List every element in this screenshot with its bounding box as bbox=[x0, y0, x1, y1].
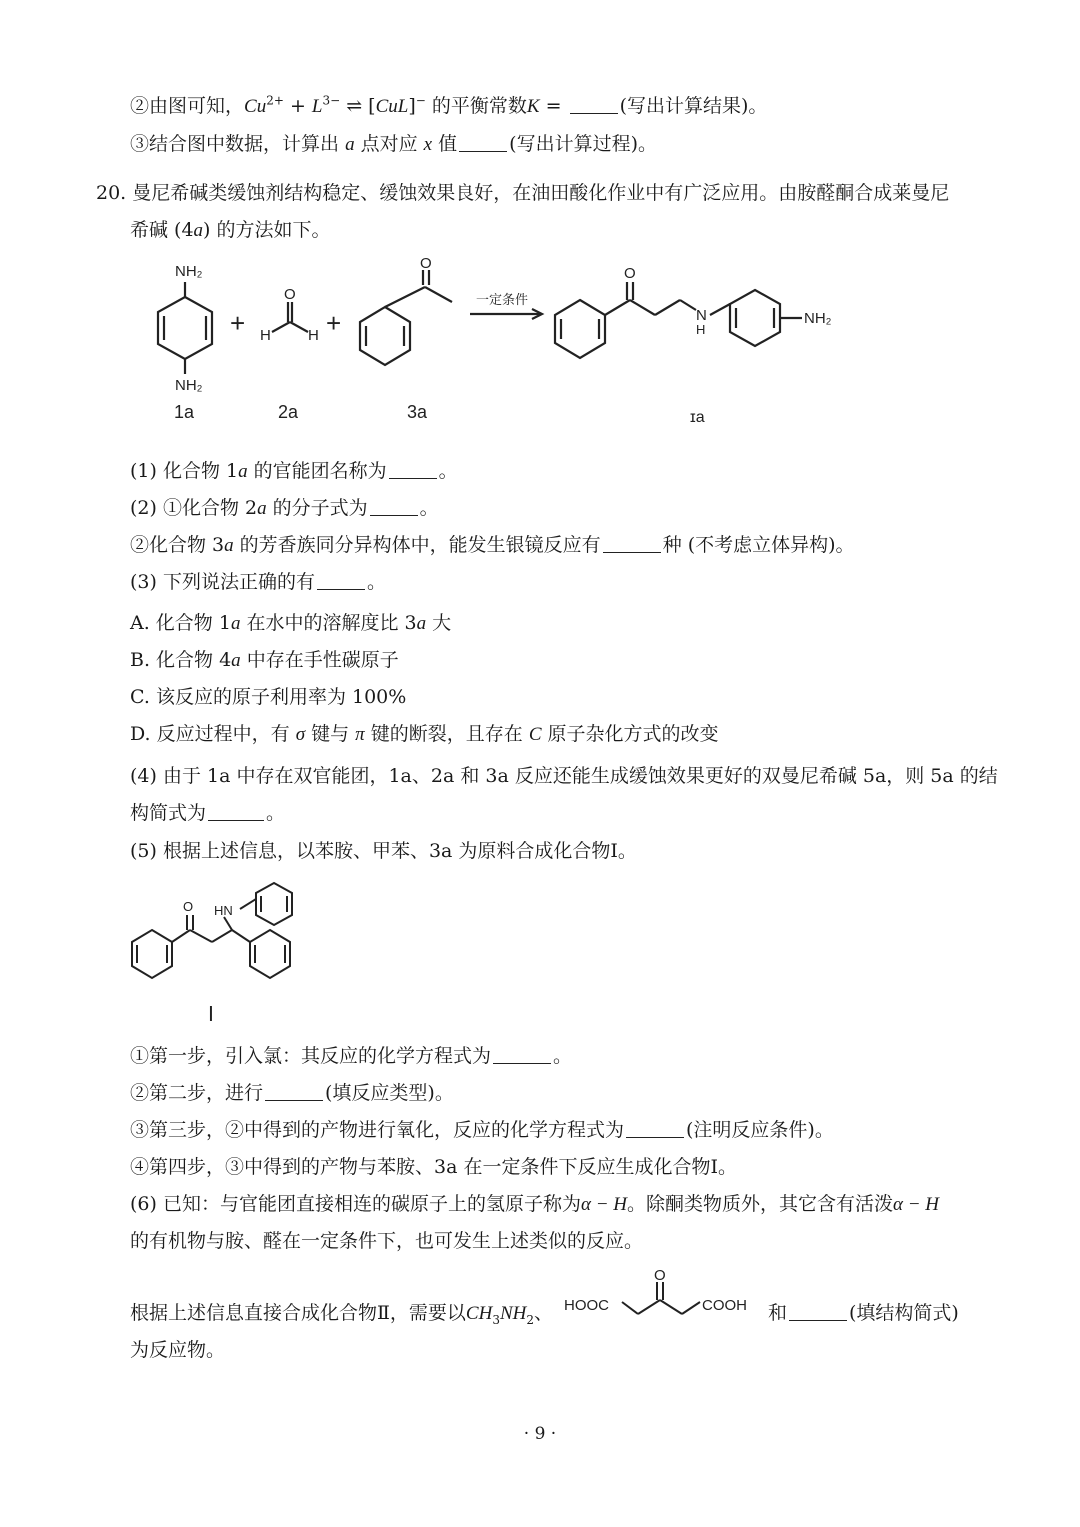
answer-blank bbox=[603, 534, 661, 553]
benzene-ring-1a bbox=[158, 297, 212, 359]
label-2a: 2a bbox=[278, 402, 299, 422]
svg-text:+: + bbox=[326, 308, 342, 338]
step4: ④第四步，③中得到的产物与苯胺、3a 在一定条件下反应生成化合物Ⅰ。 bbox=[130, 1156, 737, 1178]
q19-part2: ②由图可知，$Cu^{2+} + L^{3-}$ ⇌ [CuL]− 的平衡常数K = (写出计算结果)。 bbox=[130, 93, 768, 117]
page-number: · 9 · bbox=[523, 1424, 557, 1444]
part4-line1: (4) 由于 1a 中存在双官能团，1a、2a 和 3a 反应还能生成缓蚀效果更好的双曼尼希碱 5a，则 5a 的结 bbox=[130, 765, 998, 787]
step2: ②第二步，进行 (填反应类型)。 bbox=[130, 1082, 454, 1104]
part6-line3: 根据上述信息直接合成化合物Ⅱ，需要以$CH_3NH_2$、 bbox=[130, 1302, 554, 1327]
answer-blank bbox=[459, 133, 507, 152]
answer-blank bbox=[208, 802, 264, 821]
step3: ③第三步，②中得到的产物进行氧化，反应的化学方程式为 (注明反应条件)。 bbox=[130, 1119, 834, 1141]
part1: (1) 化合物 1a 的官能团名称为 。 bbox=[130, 460, 458, 482]
answer-blank bbox=[626, 1119, 684, 1138]
part6-line3-end: 和 (填结构简式) bbox=[768, 1302, 959, 1324]
compound-I-structure bbox=[120, 875, 320, 1025]
svg-text:H: H bbox=[308, 327, 319, 344]
part4-line2: 构简式为 。 bbox=[130, 802, 286, 824]
answer-blank bbox=[389, 460, 437, 479]
answer-blank bbox=[493, 1045, 551, 1064]
part2-1: (2) ①化合物 2a 的分子式为 。 bbox=[130, 497, 439, 519]
svg-text:COOH: COOH bbox=[702, 1297, 747, 1314]
label-3a: 3a bbox=[407, 402, 428, 422]
svg-text:NH₂: NH₂ bbox=[804, 310, 832, 327]
amino-group-bottom: NH₂ bbox=[175, 377, 203, 394]
option-d: D. 反应过程中，有 σ 键与 π 键的断裂，且存在 C 原子杂化方式的改变 bbox=[130, 723, 719, 745]
svg-text:O: O bbox=[624, 265, 636, 282]
answer-blank bbox=[789, 1302, 847, 1321]
compound-II-reactant-structure bbox=[560, 1266, 770, 1326]
part3: (3) 下列说法正确的有 。 bbox=[130, 571, 386, 593]
svg-text:O: O bbox=[284, 286, 296, 303]
part5: (5) 根据上述信息，以苯胺、甲苯、3a 为原料合成化合物Ⅰ。 bbox=[130, 840, 637, 862]
part2-2: ②化合物 3a 的芳香族同分异构体中，能发生银镜反应有 种 (不考虑立体异构)。 bbox=[130, 534, 855, 556]
compound-I-label: Ⅰ bbox=[208, 1004, 214, 1025]
answer-blank bbox=[570, 95, 618, 114]
option-b: B. 化合物 4a 中存在手性碳原子 bbox=[130, 649, 399, 671]
answer-blank bbox=[265, 1082, 323, 1101]
part6-line1: (6) 已知：与官能团直接相连的碳原子上的氢原子称为α − H。除酮类物质外，其它含有活泼α − H bbox=[130, 1193, 940, 1215]
part6-line4: 为反应物。 bbox=[130, 1339, 226, 1361]
option-a: A. 化合物 1a 在水中的溶解度比 3a 大 bbox=[130, 612, 452, 634]
svg-text:O: O bbox=[420, 255, 432, 272]
amino-group-top: NH₂ bbox=[175, 263, 203, 280]
svg-text:H: H bbox=[260, 327, 271, 344]
svg-text:O: O bbox=[183, 899, 194, 914]
benzene-ring-4a-right bbox=[730, 290, 780, 346]
svg-text:O: O bbox=[654, 1267, 666, 1284]
benzene-ring-4a-left bbox=[555, 300, 605, 358]
answer-blank bbox=[317, 571, 365, 590]
reaction-scheme bbox=[140, 252, 860, 427]
svg-text:HOOC: HOOC bbox=[564, 1297, 609, 1314]
svg-text:N: N bbox=[696, 307, 707, 324]
q19-part3: ③结合图中数据，计算出 a 点对应 x 值 (写出计算过程)。 bbox=[130, 133, 657, 155]
svg-text:H: H bbox=[696, 322, 706, 337]
svg-text:+: + bbox=[230, 308, 246, 338]
q20-intro-line2: 希碱 (4a) 的方法如下。 bbox=[130, 219, 331, 241]
benzene-ring-3a bbox=[360, 307, 410, 365]
option-c: C. 该反应的原子利用率为 100% bbox=[130, 686, 407, 708]
reaction-condition: 一定条件 bbox=[476, 292, 529, 307]
step1: ①第一步，引入氯：其反应的化学方程式为 。 bbox=[130, 1045, 573, 1067]
part6-line2: 的有机物与胺、醛在一定条件下，也可发生上述类似的反应。 bbox=[130, 1230, 644, 1252]
label-4a: ɪa bbox=[690, 409, 705, 426]
q20-intro-line1: 20. 曼尼希碱类缓蚀剂结构稳定、缓蚀效果良好，在油田酸化作业中有广泛应用。由胺醛酮合成莱曼尼 bbox=[96, 182, 950, 204]
answer-blank bbox=[370, 497, 418, 516]
label-1a: 1a bbox=[174, 402, 195, 422]
svg-text:HN: HN bbox=[214, 903, 233, 918]
